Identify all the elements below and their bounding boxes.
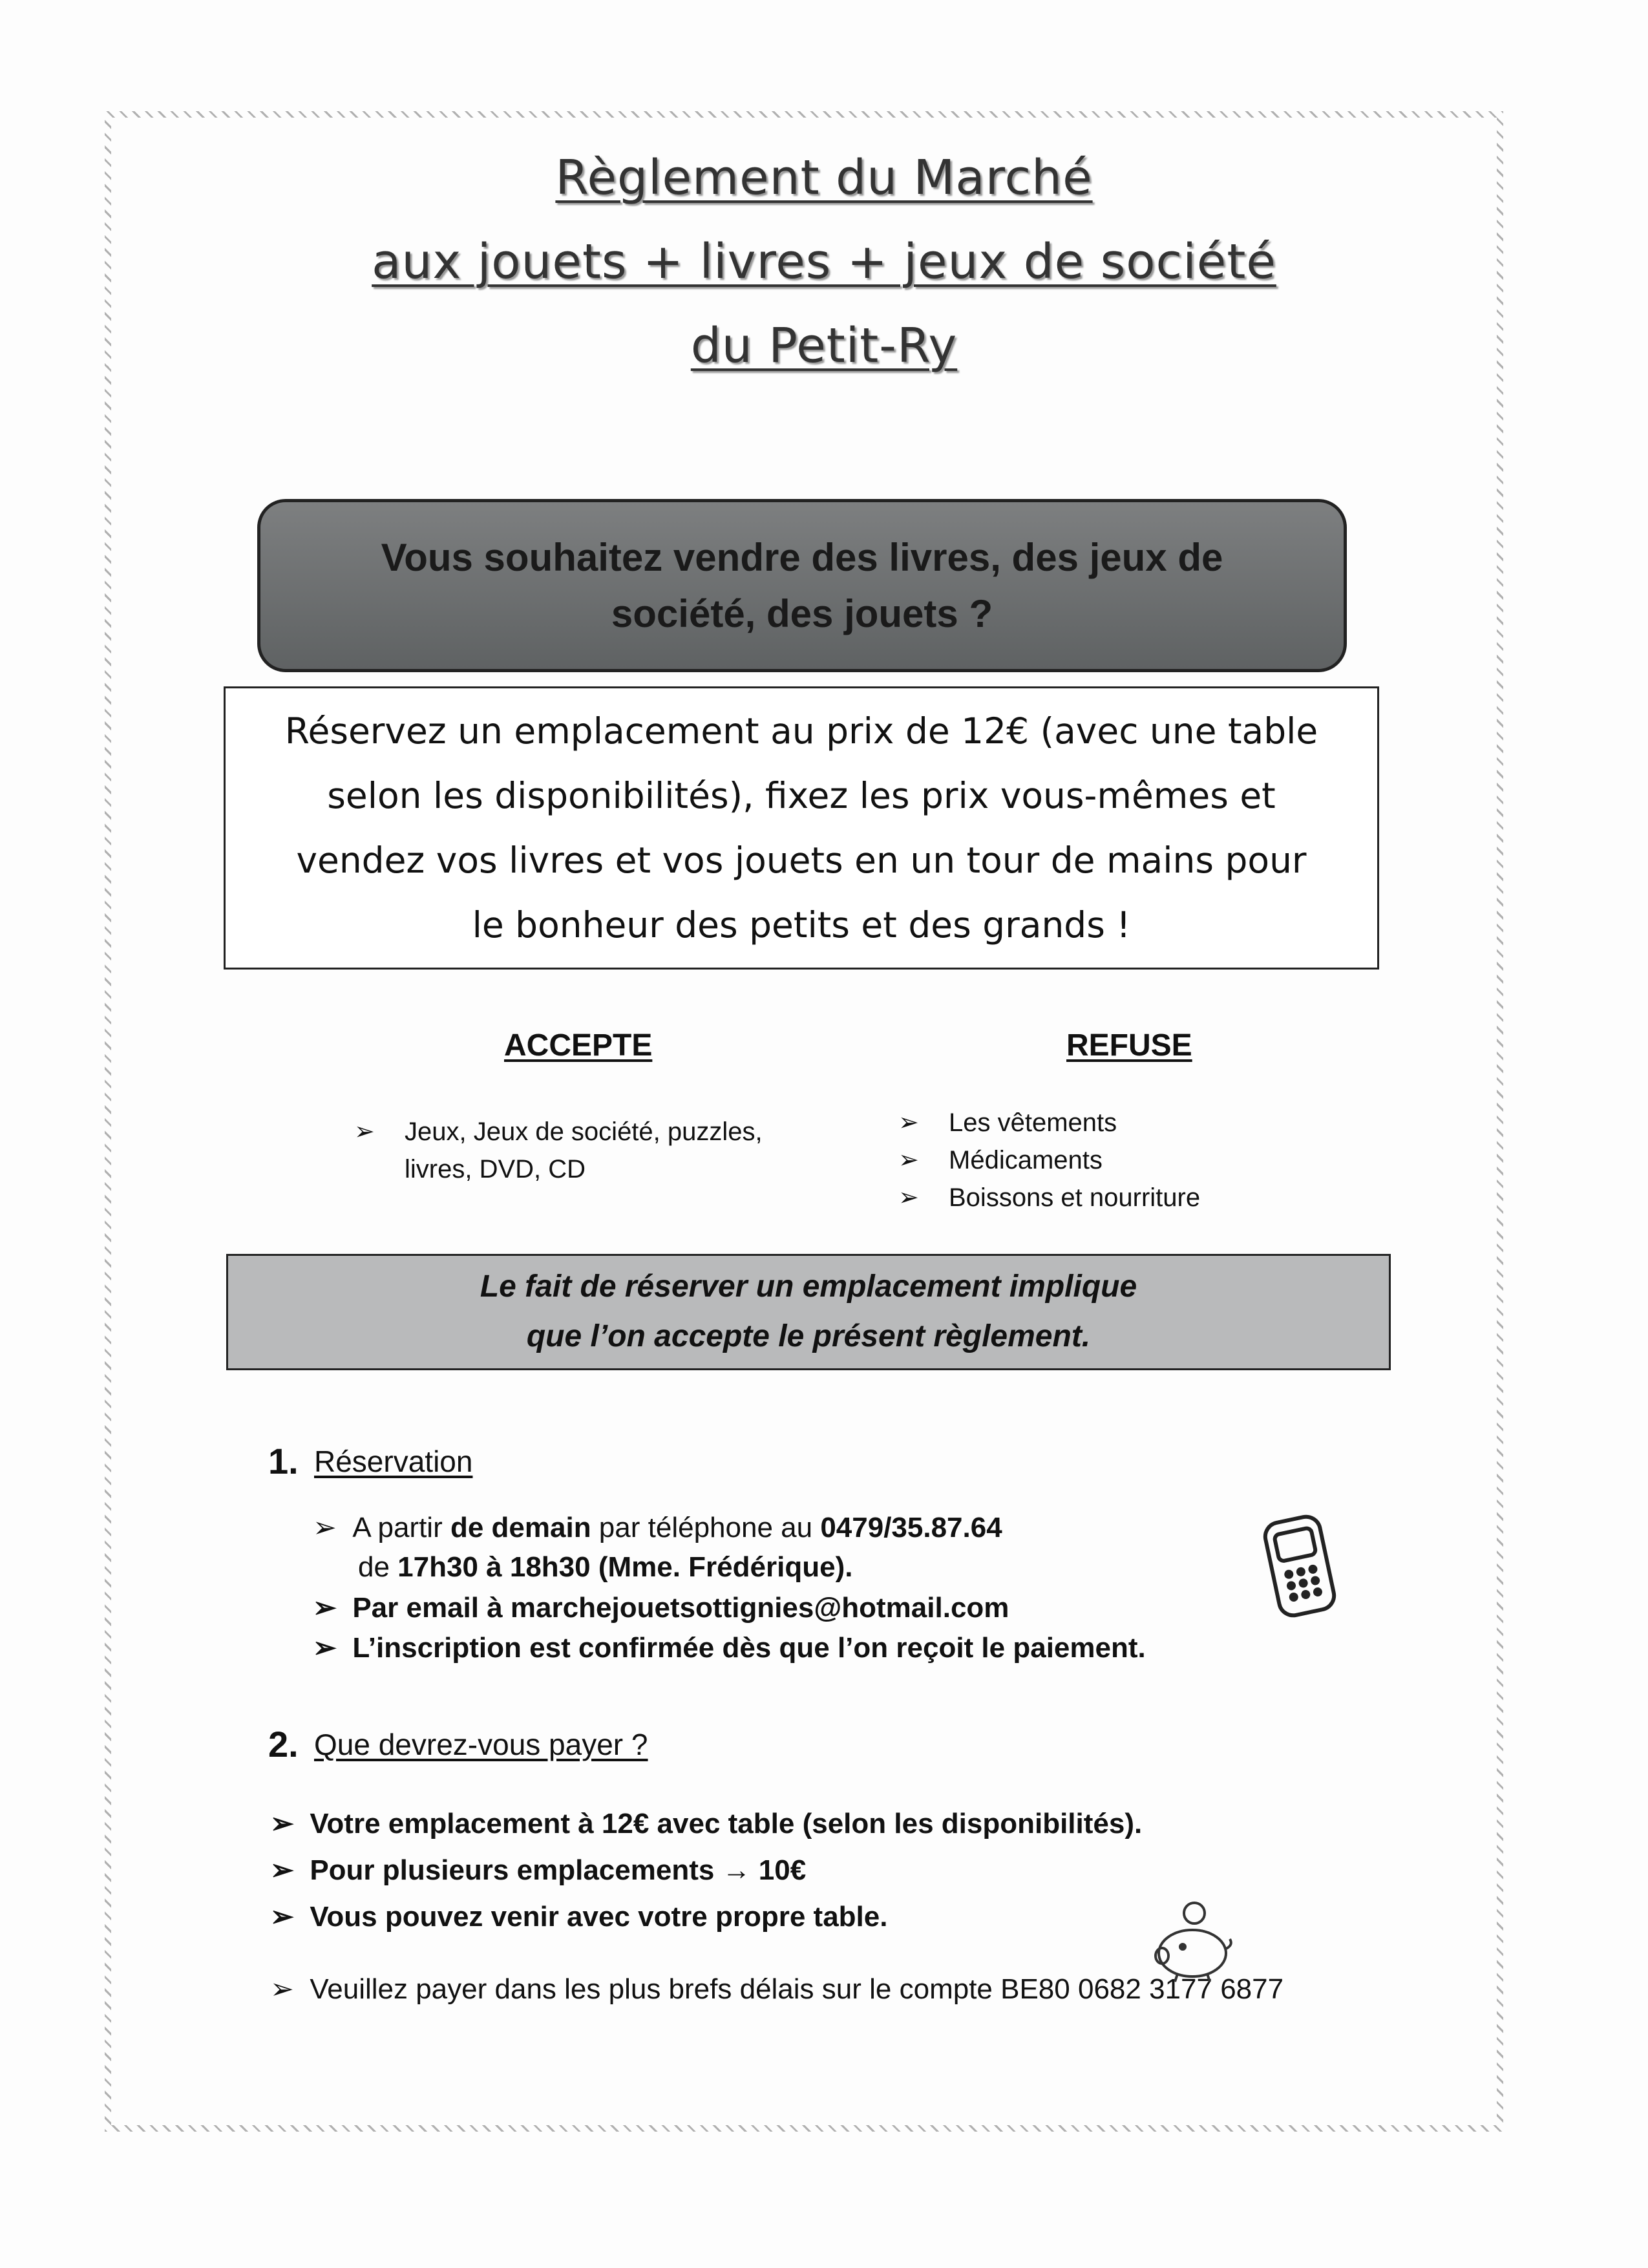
section-1-line-1: ➢ A partir de demain par téléphone au 0479/35.87.64 [313,1512,1002,1543]
accepte-list [354,1113,763,1188]
notice-box [226,1254,1391,1370]
section-2-title: Que devrez-vous payer ? [314,1728,648,1761]
intro-box [224,686,1379,970]
intro-line-3: vendez vos livres et vos jouets en un tour de mains pour [296,840,1307,881]
list-item: ➢ Les vêtements [898,1104,1200,1141]
section-2-line-2: ➢ Pour plusieurs emplacements → 10€ [270,1854,807,1886]
section-2-line-4: ➢ Veuillez payer dans les plus brefs délais sur le compte BE80 0682 3177 6877 [270,1973,1284,2005]
section-1-line-4: ➢ L’inscription est confirmée dès que l’on reçoit le paiement. [313,1632,1146,1664]
section-2-line-3: ➢ Vous pouvez venir avec votre propre table. [270,1901,888,1933]
question-banner [257,499,1347,672]
arrowhead-bullet-icon: ➢ [313,1592,337,1624]
arrowhead-bullet-icon: ➢ [270,1854,294,1886]
accepte-heading: ACCEPTE [504,1028,653,1063]
banner-line-2: société, des jouets ? [611,592,993,635]
mobile-phone-icon [1258,1512,1342,1620]
arrowhead-bullet-icon: ➢ [313,1632,337,1664]
list-item: ➢ Boissons et nourriture [898,1179,1200,1216]
section-2-number: 2. [268,1724,299,1765]
arrowhead-bullet-icon: ➢ [270,1808,294,1839]
arrowhead-bullet-icon: ➢ [313,1512,337,1543]
list-item: ➢ Médicaments [898,1141,1200,1179]
arrowhead-bullet-icon: ➢ [354,1118,375,1145]
section-1-line-2: de 17h30 à 18h30 (Mme. Frédérique). [358,1551,853,1583]
arrowhead-bullet-icon: ➢ [898,1109,919,1136]
piggy-bank-icon [1144,1894,1241,1984]
arrowhead-bullet-icon: ➢ [898,1184,919,1211]
intro-line-4: le bonheur des petits et des grands ! [472,904,1131,946]
refuse-heading: REFUSE [1066,1028,1192,1063]
title-line-3: du Petit-Ry [690,318,958,374]
arrowhead-bullet-icon: ➢ [898,1147,919,1174]
intro-line-2: selon les disponibilités), fixez les prix vous-mêmes et [327,774,1276,816]
arrowhead-bullet-icon: ➢ [270,1901,294,1933]
section-1-number: 1. [268,1441,299,1481]
intro-line-1: Réservez un emplacement au prix de 12€ (avec une table [284,710,1318,752]
section-1-line-3: ➢ Par email à marchejouetsottignies@hotmail.com [313,1592,1009,1624]
notice-line-1: Le fait de réserver un emplacement implique [480,1269,1137,1304]
section-1-title: Réservation [314,1445,473,1478]
notice-line-2: que l’on accepte le présent règlement. [526,1319,1091,1353]
arrowhead-bullet-icon: ➢ [270,1973,294,2005]
title-line-2: aux jouets + livres + jeux de société [372,234,1276,290]
title-line-1: Règlement du Marché [555,150,1093,206]
banner-line-1: Vous souhaitez vendre des livres, des jeux de [381,536,1223,579]
list-item: ➢ Jeux, Jeux de société, puzzles, livres, DVD, CD [354,1113,763,1188]
refuse-list [898,1104,1200,1216]
section-2-line-1: ➢ Votre emplacement à 12€ avec table (selon les disponibilités). [270,1808,1143,1839]
